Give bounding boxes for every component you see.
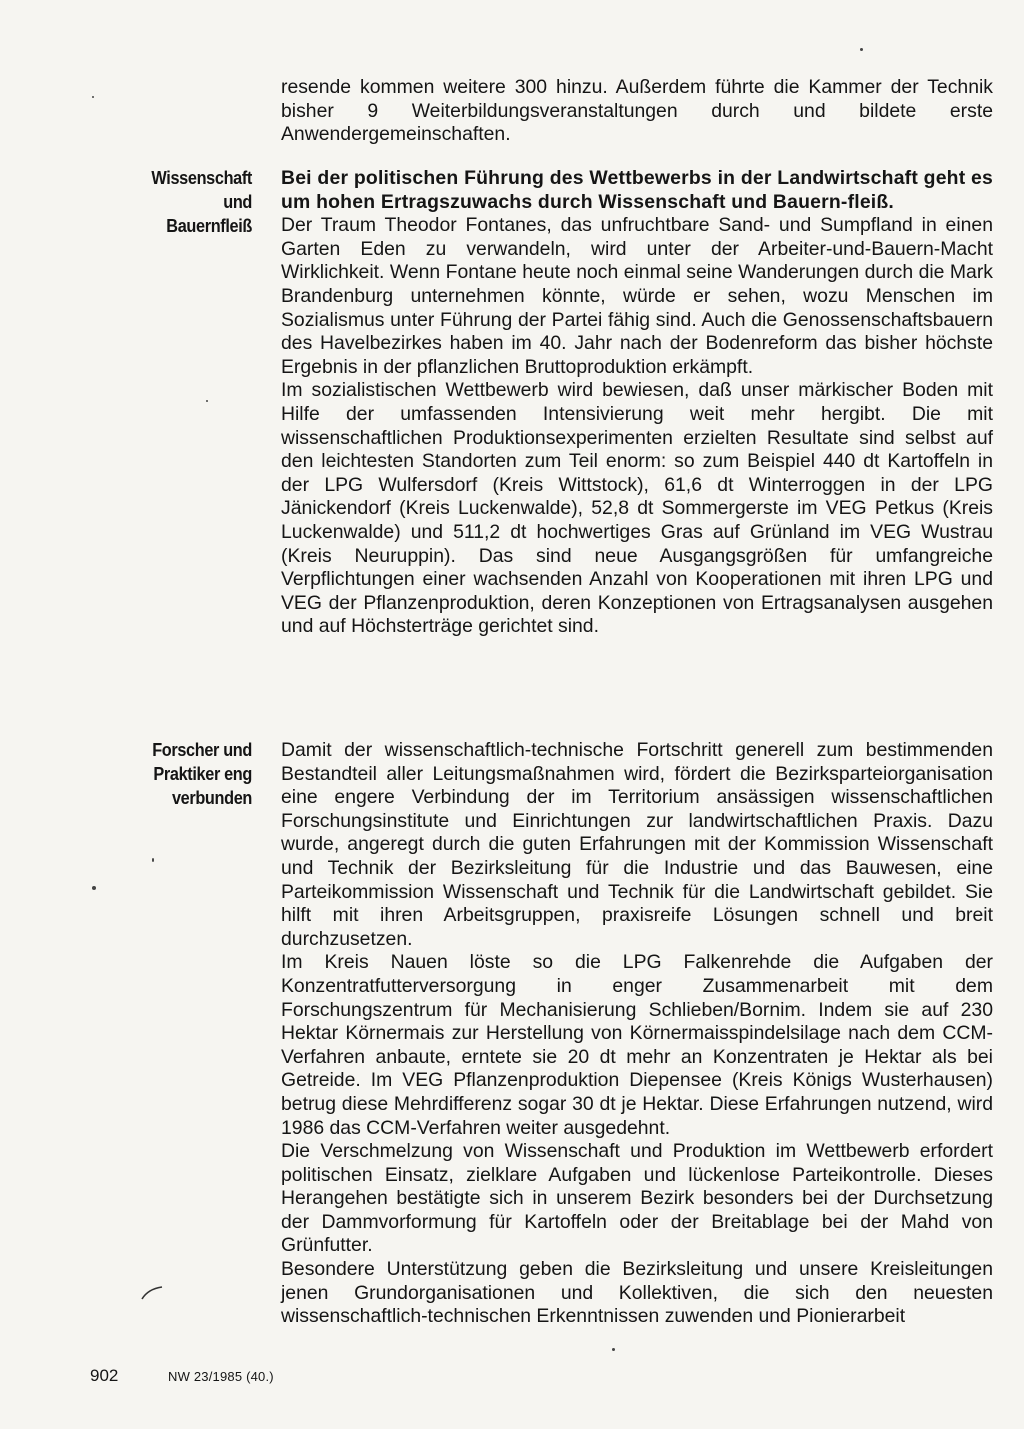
body-paragraph: Damit der wissenschaftlich-technische Fortschritt generell zum bestimmenden Bestandteil aller Leitungsmaßnahmen wird, fördert die Bezirksparteiorganisation eine engere Verbindung der im Territorium ansässigen wissenschaftlichen Forschungsinstitute und Einrichtungen zur landwirtschaftlichen Praxis. Dazu wurde, angeregt durch die guten Erfahrungen mit der Kommission Wissenschaft und Technik der Bezirksleitung für die Industrie und das Bauwesen, eine Parteikommission Wissenschaft und Technik für die Landwirtschaft gebildet. Sie hilft mit ihren Arbeitsgruppen, praxisreife Lösungen schnell und breit durchzusetzen. (281, 739, 993, 950)
lead-paragraph: Bei der politischen Führung des Wettbewerbs in der Landwirtschaft geht es um hohen Ertragszuwachs durch Wissenschaft und Bauern-fleiß. (281, 167, 993, 213)
issue-reference: NW 23/1985 (40.) (168, 1369, 274, 1384)
scan-speck (92, 886, 96, 890)
scan-mark (140, 1283, 166, 1303)
side-heading-line: Wissenschaft (151, 167, 252, 188)
section-forscher (281, 739, 993, 1329)
scan-speck (206, 400, 208, 402)
intro-block (281, 76, 993, 147)
scan-speck (612, 1348, 615, 1351)
body-paragraph: Der Traum Theodor Fontanes, das unfruchtbare Sand- und Sumpfland in einen Garten Eden zu verwandeln, wird unter der Arbeiter-und-Bauern-Macht Wirklichkeit. Wenn Fontane heute noch einmal seine Wanderungen durch die Mark Brandenburg unternehmen könnte, würde er sehen, wozu Menschen im Sozialismus unter Führung der Partei fähig sind. Auch die Genossenschaftsbauern des Havelbezirkes haben im 40. Jahr nach der Bodenreform das bisher höchste Ergebnis in der pflanzlichen Bruttoproduktion erkämpft. (281, 214, 993, 378)
scan-speck (860, 48, 863, 51)
side-heading-line: und (223, 191, 252, 212)
side-heading-line: Bauernfleiß (166, 215, 252, 236)
section-wissenschaft (281, 167, 993, 639)
side-heading-line: Praktiker eng (153, 763, 252, 784)
page-number: 902 (90, 1366, 119, 1385)
body-paragraph: Im sozialistischen Wettbewerb wird bewiesen, daß unser märkischer Boden mit Hilfe der umfassenden Intensivierung weit mehr hergibt. Die mit wissenschaftlichen Produktionsexperimenten erzielten Resultate sind selbst auf den leichtesten Standorten zum Teil enorm: so zum Beispiel 440 dt Kartoffeln in der LPG Wulfersdorf (Kreis Wittstock), 61,6 dt Winterroggen in der LPG Jänickendorf (Kreis Luckenwalde), 52,8 dt Sommergerste im VEG Petkus (Kreis Luckenwalde) und 511,2 dt hochwertiges Gras auf Grünland im VEG Wustrau (Kreis Neuruppin). Das sind neue Ausgangsgrößen für umfangreiche Verpflichtungen einer wachsenden Anzahl von Kooperationen mit ihren LPG und VEG der Pflanzenproduktion, deren Konzeptionen von Ertragsanalysen ausgehen und auf Höchsterträge gerichtet sind. (281, 379, 993, 638)
scan-speck (92, 96, 94, 98)
side-heading-wissenschaft (120, 166, 252, 238)
body-paragraph: Besondere Unterstützung geben die Bezirksleitung und unsere Kreisleitungen jenen Grundorganisationen und Kollektiven, die sich den neuesten wissenschaftlich-technischen Erkenntnissen zuwenden und Pionierarbeit (281, 1258, 993, 1328)
side-heading-line: verbunden (171, 787, 252, 808)
scan-speck (152, 858, 154, 862)
intro-paragraph: resende kommen weitere 300 hinzu. Außerdem führte die Kammer der Technik bisher 9 Weiterbildungsveranstaltungen durch und bildete erste Anwendergemeinschaften. (281, 76, 993, 146)
body-paragraph: Die Verschmelzung von Wissenschaft und Produktion im Wettbewerb erfordert politischen Einsatz, zielklare Aufgaben und lückenlose Parteikontrolle. Dieses Herangehen bestätigte sich in unserem Bezirk besonders bei der Durchsetzung der Dammvorformung für Kartoffeln oder der Breitablage bei der Mahd von Grünfutter. (281, 1140, 993, 1257)
side-heading-line: Forscher und (152, 739, 252, 760)
side-heading-forscher (120, 738, 252, 810)
body-paragraph: Im Kreis Nauen löste so die LPG Falkenrehde die Aufgaben der Konzentratfutterversorgung in enger Zusammenarbeit mit dem Forschungszentrum für Mechanisierung Schlieben/Bornim. Indem sie auf 230 Hektar Körnermais zur Herstellung von Körnermaisspindelsilage nach dem CCM-Verfahren anbaute, erntete sie 20 dt mehr an Konzentraten je Hektar als bei Getreide. Im VEG Pflanzenproduktion Diepensee (Kreis Königs Wusterhausen) betrug diese Mehrdifferenz sogar 30 dt je Hektar. Diese Erfahrungen nutzend, wird 1986 das CCM-Verfahren weiter ausgedehnt. (281, 951, 993, 1139)
